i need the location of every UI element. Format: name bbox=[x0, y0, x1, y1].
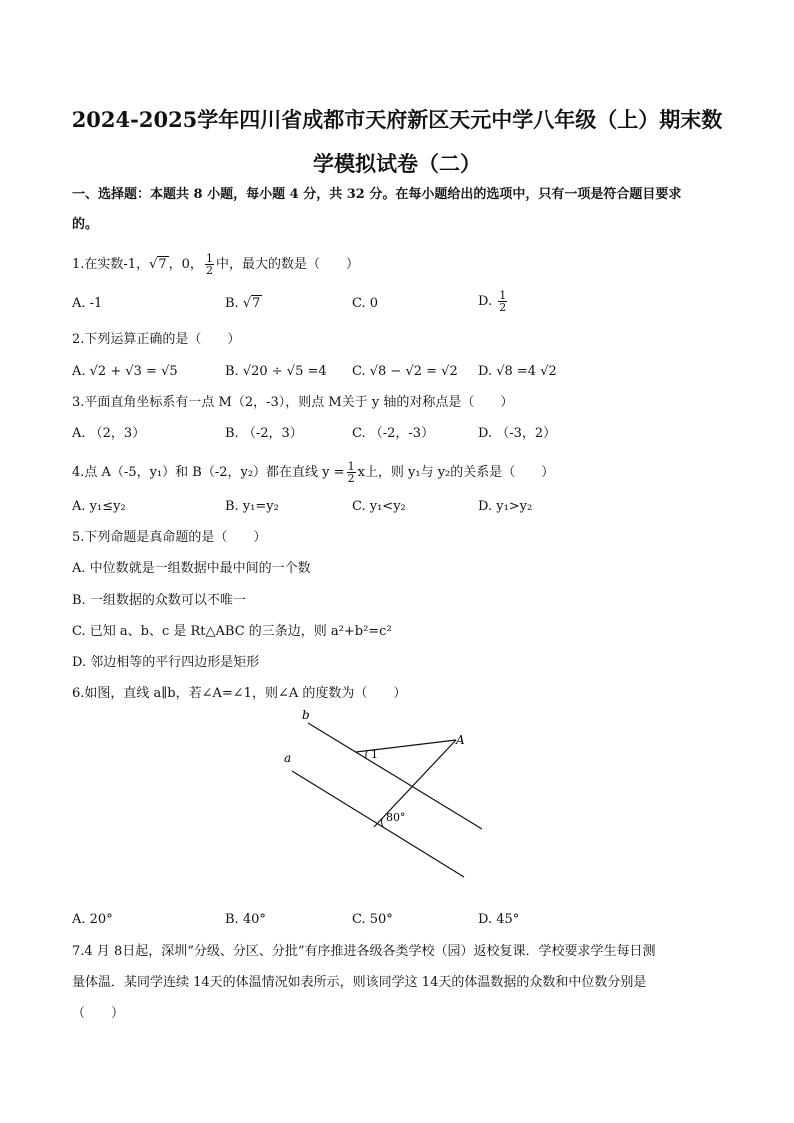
section-heading: 一、选择题：本题共 8 小题，每小题 4 分，共 32 分。在每小题给出的选项中，只有一项是符合题目要求 bbox=[72, 187, 682, 202]
exam-title-line2: 学模拟试卷（二） bbox=[313, 151, 481, 176]
q1-option-d-label: D. bbox=[478, 294, 493, 309]
q4-stem-a: 4.点 A（-5，y₁）和 B（-2，y₂）都在直线 y = bbox=[72, 465, 345, 480]
q1-stem-c: 中，最大的数是（ ） bbox=[215, 257, 359, 272]
q1-stem-b: ，0， bbox=[168, 257, 203, 272]
q5-option-a: A. 中位数就是一组数据中最中间的一个数 bbox=[72, 561, 311, 576]
q4-stem-b: x上，则 y₁与 y₂的关系是（ ） bbox=[357, 465, 555, 480]
q1-fraction bbox=[205, 253, 214, 276]
q2-stem: 2.下列运算正确的是（ ） bbox=[72, 332, 241, 347]
q7-stem-line2: 量体温．某同学连续 14天的体温情况如表所示，则该同学这 14天的体温数据的众数和中位数分别是 bbox=[72, 975, 647, 990]
q6-option-b: B. 40° bbox=[225, 912, 266, 927]
label-point-A: A bbox=[456, 733, 465, 747]
q1-option-b-label: B. bbox=[225, 296, 239, 311]
q7-stem-line3: （ ） bbox=[72, 1006, 125, 1021]
q1-sqrt: √7 bbox=[149, 257, 167, 272]
q1-option-c: C. 0 bbox=[352, 296, 379, 311]
q2-option-d: D. √8 =4 √2 bbox=[478, 364, 557, 379]
q5-stem: 5.下列命题是真命题的是（ ） bbox=[72, 530, 267, 545]
q4-stem bbox=[72, 461, 554, 484]
q4-option-d: D. y₁>y₂ bbox=[478, 499, 533, 514]
q3-option-b: B. （-2，3） bbox=[225, 426, 303, 441]
q3-option-a: A. （2，3） bbox=[72, 426, 146, 441]
q1-frac-num: 1 bbox=[205, 252, 213, 265]
q6-option-d: D. 45° bbox=[478, 912, 520, 927]
q3-stem: 3.平面直角坐标系有一点 M（2，-3），则点 M关于 y 轴的对称点是（ ） bbox=[72, 395, 514, 410]
q4-option-a: A. y₁≤y₂ bbox=[72, 499, 126, 514]
label-a: a bbox=[284, 751, 292, 765]
q2-option-a: A. √2 + √3 = √5 bbox=[72, 364, 178, 379]
q7-stem-line1: 7.4 月 8日起，深圳“分级、分区、分批”有序推进各级各类学校（园）返校复课．学校要求学生每日测 bbox=[72, 944, 656, 959]
exam-title-line1: 2024-2025学年四川省成都市天府新区天元中学八年级（上）期末数 bbox=[71, 107, 723, 132]
q6-stem: 6.如图，直线 a∥b，若∠A=∠1，则∠A 的度数为（ ） bbox=[72, 686, 407, 701]
q6-option-c: C. 50° bbox=[352, 912, 393, 927]
label-b: b bbox=[302, 708, 310, 722]
q3-option-d: D. （-3，2） bbox=[478, 426, 557, 441]
label-angle-1: 1 bbox=[371, 748, 378, 761]
q1-stem bbox=[72, 253, 359, 276]
section-heading-cont: 的。 bbox=[72, 217, 99, 232]
q1-option-b-radicand: 7 bbox=[252, 296, 261, 311]
q4-frac-num: 1 bbox=[347, 460, 355, 473]
q4-option-b: B. y₁=y₂ bbox=[225, 499, 279, 514]
q1-option-a: A. -1 bbox=[72, 296, 103, 311]
q1-option-b-sqrt: √7 bbox=[242, 296, 261, 311]
q1-option-b bbox=[225, 295, 262, 313]
q1-frac-den: 2 bbox=[205, 264, 213, 277]
parallel-lines-figure bbox=[270, 705, 490, 890]
label-80-degrees: 80° bbox=[386, 811, 406, 824]
q3-option-c: C. （-2，-3） bbox=[352, 426, 435, 441]
q4-option-c: C. y₁<y₂ bbox=[352, 499, 406, 514]
q5-option-b: B. 一组数据的众数可以不唯一 bbox=[72, 593, 246, 608]
q1-option-d-num: 1 bbox=[499, 289, 507, 302]
q4-fraction bbox=[347, 461, 356, 484]
angle-1-arc bbox=[366, 751, 367, 758]
q1-option-d-fraction bbox=[498, 290, 507, 313]
q4-frac-den: 2 bbox=[347, 472, 355, 485]
q5-option-c: C. 已知 a、b、c 是 Rt△ABC 的三条边，则 a²+b²=c² bbox=[72, 624, 392, 639]
q1-stem-a: 1.在实数-1， bbox=[72, 257, 150, 272]
q1-option-d bbox=[478, 290, 509, 313]
q5-option-d: D. 邻边相等的平行四边形是矩形 bbox=[72, 655, 260, 670]
q1-sqrt-radicand: 7 bbox=[158, 257, 167, 272]
line-a bbox=[292, 771, 464, 877]
q2-option-b: B. √20 ÷ √5 =4 bbox=[225, 364, 327, 379]
q6-option-a: A. 20° bbox=[72, 912, 113, 927]
q1-option-d-den: 2 bbox=[499, 301, 507, 314]
q2-option-c: C. √8 − √2 = √2 bbox=[352, 364, 458, 379]
